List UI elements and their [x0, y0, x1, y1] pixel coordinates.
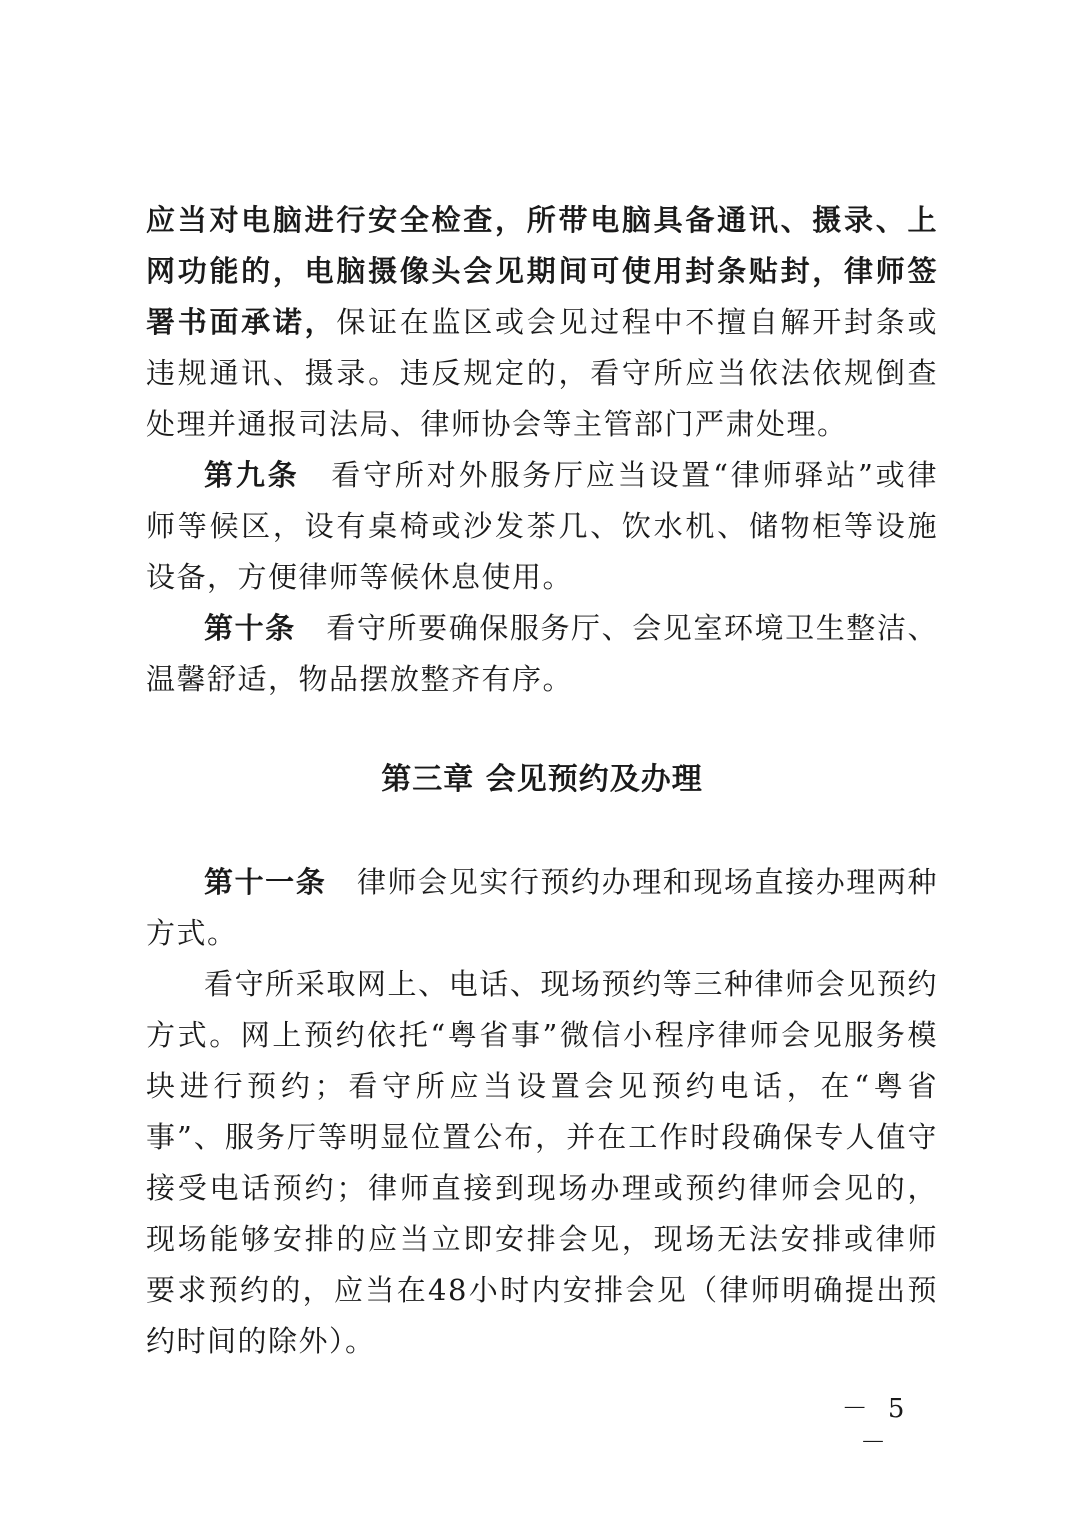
paragraph-text: 看守所采取网上、电话、现场预约等三种律师会见预约方式。网上预约依托“粤省事”微信小程序律师会见服务模块进行预约；看守所应当设置会见预约电话，在“粤省事”、服务厅等明显位置公布，并在工作时段确保专人值守接受电话预约；律师直接到现场办理或预约律师会见的，现场能够安排的应当立即安排会见，现场无法安排或律师要求预约的，应当在48小时内安排会见（律师明确提出预约时间的除外）。 — [146, 967, 938, 1358]
paragraph-text: 保证在监区或会见过程中不擅自解开封条或违规通讯、摄录。违反规定的，看守所应当依法依规倒查处理并通报司法局、律师协会等主管部门严肃处理。 — [146, 305, 938, 441]
article-text: 律师会见实行预约办理和现场直接办理两种方式。 — [146, 865, 938, 950]
paragraph-continuation — [146, 195, 938, 450]
body-section-bottom — [146, 857, 938, 1367]
bold-text: 应当对电脑进行安全检查，所带电脑具备通讯、摄录、上网功能的，电脑摄像头会见期间可使用封条贴封，律师签署书面承诺， — [146, 203, 938, 339]
article-label: 第十条 — [204, 611, 296, 645]
article-9 — [146, 450, 938, 603]
article-text: 看守所要确保服务厅、会见室环境卫生整洁、温馨舒适，物品摆放整齐有序。 — [146, 611, 938, 696]
page-number: － 5 － — [841, 1394, 911, 1458]
paragraph-appointment — [146, 959, 938, 1367]
article-text: 看守所对外服务厅应当设置“律师驿站”或律师等候区，设有桌椅或沙发茶几、饮水机、储物柜等设施设备，方便律师等候休息使用。 — [146, 458, 938, 594]
chapter-title: 第三章 会见预约及办理 — [381, 762, 703, 797]
article-10 — [146, 603, 938, 705]
body-section-top — [146, 195, 938, 705]
article-label: 第九条 — [204, 458, 300, 492]
article-label: 第十一条 — [204, 865, 327, 899]
article-11 — [146, 857, 938, 959]
